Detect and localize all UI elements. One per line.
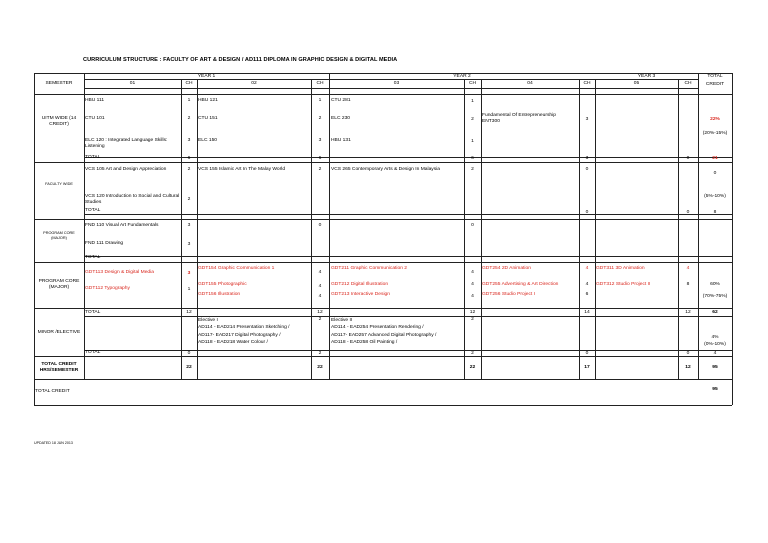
header-semester: SEMESTER: [45, 81, 73, 86]
total-credit: 95: [712, 365, 718, 370]
subject: Fundamental Of Entrepreneurship ENT300: [482, 113, 556, 124]
credit-range: (5%-10%): [704, 194, 726, 199]
subject: CTU 101: [85, 116, 105, 121]
credit-percentage: 4%: [711, 335, 719, 340]
total-label: TOTAL: [85, 310, 101, 315]
document-title: CURRICULUM STRUCTURE : FACULTY OF ART & DESIGN / AD111 DIPLOMA IN GRAPHIC DESIGN & DIGITAL MEDIA: [83, 57, 398, 63]
subject: VCS 120 Introduction to Social and Cultural Studies: [85, 194, 180, 205]
credit-hours: 1: [318, 98, 322, 103]
subject: Elective II AD114 - EAD254 Presentation Rendering / AD117- EAD257 Advanced Digital Photography / AD118 - EAD258 Oil Painting /: [331, 318, 437, 346]
header-sem-03: 03: [393, 81, 400, 86]
header-credit: CREDIT: [705, 82, 725, 87]
credit-hours: 3: [187, 138, 191, 143]
credit-range: (70%-75%): [702, 294, 728, 299]
credit-hours: 3: [187, 223, 191, 228]
subject: GDT156 Illustration: [198, 292, 241, 297]
total-credit-label: TOTAL CREDIT: [35, 389, 70, 394]
credit-hours: 0: [187, 351, 191, 356]
header-year-1: YEAR 1: [197, 74, 216, 79]
subject: VCS 155 Islamic Art In The Malay World: [198, 167, 286, 172]
credit-hours: 2: [318, 317, 322, 322]
credit-hours: 0: [318, 223, 322, 228]
total-label: TOTAL: [85, 255, 101, 260]
credit-hours: 4: [585, 266, 589, 271]
subject: ELC 120 : Integrated Language Skills: Listening: [85, 138, 168, 149]
semester-total: 22: [469, 365, 476, 370]
subject: VCS 105 Art and Design Appreciation: [85, 167, 167, 172]
subject: GDT113 Design & Digital Media: [85, 270, 154, 275]
credit-hours: 0: [686, 156, 690, 161]
credit-hours: 2: [318, 116, 322, 121]
subject: CTU 281: [331, 98, 351, 103]
total-credit-semester-label: TOTAL CREDIT HRS/SEMESTER: [39, 362, 79, 373]
subject: GDT254 2D Animation: [482, 266, 531, 271]
header-ch: CH: [583, 81, 591, 86]
credit-hours: 4: [471, 294, 474, 299]
subject: GDT256 Studio Project I: [482, 292, 536, 297]
credit-hours: 6: [187, 156, 191, 161]
subject: FND 110 Visual Art Fundamentals: [85, 223, 159, 228]
credit-hours: 2: [471, 317, 474, 322]
credit-hours: 6: [585, 292, 589, 297]
credit-hours: 2: [187, 116, 191, 121]
subject: GDT213 Interactive Design: [331, 292, 390, 297]
credit-hours: 0: [585, 210, 589, 215]
credit-hours: 4: [585, 282, 589, 287]
credit-hours: 3: [585, 117, 589, 122]
semester-total: 22: [186, 365, 192, 370]
credit-hours: 4: [471, 270, 474, 275]
subject: HBU 121: [198, 98, 218, 103]
subject: ELC 230: [331, 116, 351, 121]
credit-hours: 0: [471, 223, 474, 228]
subject: GDT155 Photographic: [198, 282, 247, 287]
credit-hours: 3: [187, 271, 191, 276]
subject: HBU 111: [85, 98, 105, 103]
credit-hours: 0: [585, 351, 589, 356]
credit-hours: 1: [187, 287, 191, 292]
credit-hours: 3: [187, 242, 191, 247]
header-sem-04: 04: [527, 81, 533, 86]
subject: GDT311 3D Animation: [596, 266, 645, 271]
total-label: TOTAL: [85, 155, 101, 160]
subject: GDT154 Graphic Communication 1: [198, 266, 275, 271]
credit-hours: 1: [471, 139, 474, 144]
credit-hours: 12: [685, 310, 691, 315]
subject: HBU 131: [331, 138, 351, 143]
program-core-label: PROGRAM CORE (MAJOR): [43, 231, 75, 240]
total-credit: 0: [713, 171, 717, 176]
uitm-wide-label: UITM WIDE (14 CREDIT): [41, 116, 77, 127]
minor-elective-label: MINOR /ELECTIVE: [37, 330, 81, 335]
credit-hours: 2: [318, 167, 322, 172]
credit-hours: 4: [471, 282, 474, 287]
header-ch: CH: [316, 81, 324, 86]
total-credit: 8: [713, 210, 717, 215]
credit-hours: 2: [471, 351, 474, 356]
credit-hours: 2: [187, 197, 191, 202]
subject: ELC 150: [198, 138, 218, 143]
semester-total: 12: [685, 365, 691, 370]
credit-hours: 2: [471, 117, 474, 122]
credit-hours: 14: [584, 310, 590, 315]
subject: GDT212 Digital Illustration: [331, 282, 389, 287]
credit-hours: 2: [471, 167, 474, 172]
credit-hours: 0: [585, 167, 589, 172]
subject: CTU 151: [198, 116, 218, 121]
credit-hours: 4: [318, 284, 322, 289]
header-ch: CH: [468, 81, 477, 86]
header-ch: CH: [185, 81, 193, 86]
subject: VCS 265 Contemporary Arts & Design In Malaysia: [331, 167, 441, 172]
credit-hours: 12: [469, 310, 476, 315]
total-label: TOTAL: [85, 350, 101, 355]
subject: GDT312 Studio Project II: [596, 282, 651, 287]
credit-hours: 4: [318, 270, 322, 275]
header-sem-02: 02: [251, 81, 257, 86]
credit-hours: 2: [187, 167, 191, 172]
faculty-wide-label: FACULTY WIDE: [45, 182, 73, 186]
grand-total-credit: 95: [712, 387, 718, 392]
credit-hours: 1: [471, 99, 474, 104]
subject: Elective I AD114 - EAD214 Presentation Sketching / AD117- EAD217 Digital Photography / AD118 - EAD218 Water Colour /: [198, 318, 290, 346]
header-sem-05: 05: [633, 81, 640, 86]
credit-hours: 8: [686, 282, 690, 287]
total-label: TOTAL: [85, 208, 101, 213]
credit-hours: 0: [686, 210, 690, 215]
credit-hours: 2: [318, 351, 322, 356]
credit-hours: 6: [471, 156, 474, 161]
credit-percentage: 22%: [710, 117, 720, 122]
header-sem-01: 01: [129, 81, 136, 86]
header-year-3: YEAR 3: [637, 74, 656, 79]
credit-hours: 6: [318, 156, 322, 161]
credit-hours: 1: [187, 98, 191, 103]
subject: GDT211 Graphic Communication 2: [331, 266, 408, 271]
subject: FND 111 Drawing: [85, 241, 124, 246]
semester-total: 22: [317, 365, 323, 370]
credit-hours: 12: [186, 310, 192, 315]
credit-hours: 0: [686, 351, 690, 356]
total-credit: 62: [712, 310, 718, 315]
subject: GDT112 Typography: [85, 286, 130, 291]
semester-total: 17: [584, 365, 590, 370]
header-year-2: YEAR 2: [453, 74, 471, 79]
program-core-label: PROGRAM CORE (MAJOR): [38, 279, 80, 290]
credit-hours: 3: [585, 156, 589, 161]
total-credit: 21: [712, 156, 718, 161]
updated-date: UPDATED 18 JUN 2013: [34, 441, 73, 445]
subject: GDT255 Advertising & Art Direction: [482, 282, 559, 287]
header-ch: CH: [684, 81, 692, 86]
credit-range: (20%-15%): [702, 131, 728, 136]
credit-percentage: 60%: [710, 282, 720, 287]
credit-hours: 4: [686, 266, 690, 271]
credit-hours: 3: [318, 138, 322, 143]
header-total: TOTAL: [707, 74, 723, 79]
total-credit: 4: [713, 351, 717, 356]
credit-hours: 12: [317, 310, 323, 315]
credit-range: (0%-10%): [704, 342, 726, 347]
credit-hours: 4: [318, 294, 322, 299]
